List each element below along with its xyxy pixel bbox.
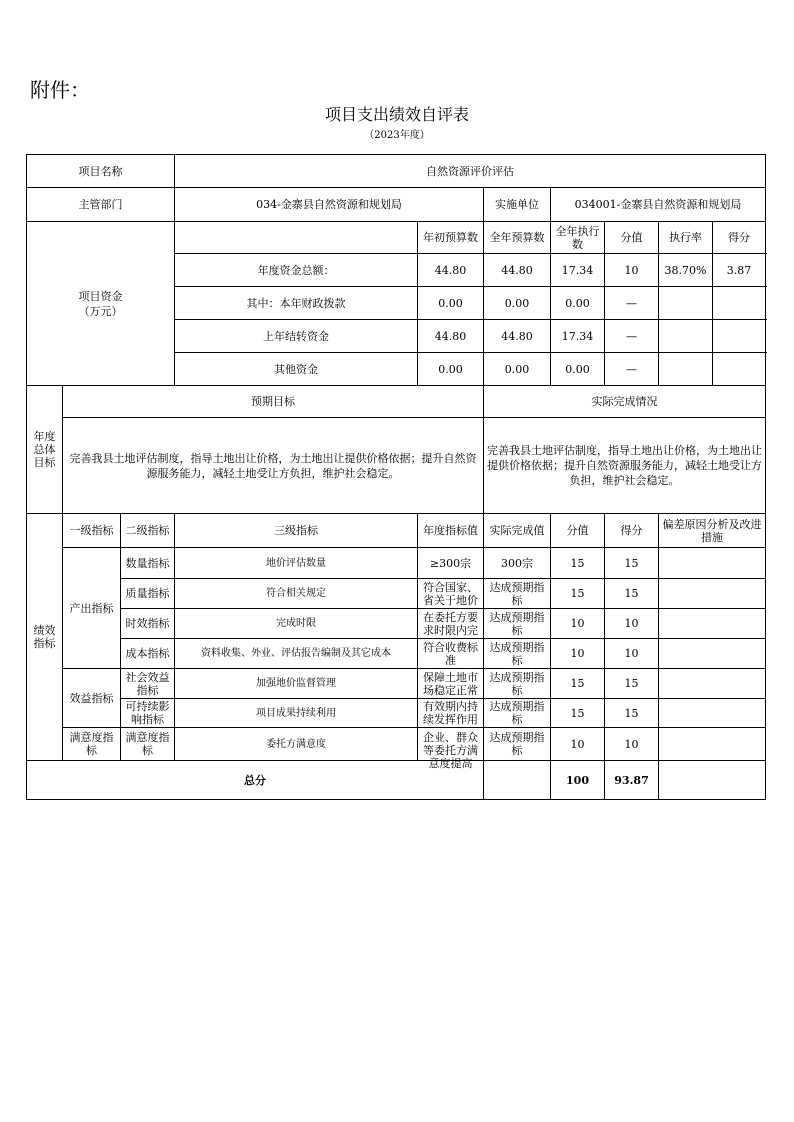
funds-executed: 17.34 — [551, 254, 605, 287]
perf-level2: 满意度指标 — [121, 728, 175, 761]
self-evaluation-table — [26, 154, 766, 800]
perf-level3: 项目成果持续利用 — [175, 699, 418, 728]
perf-level2: 时效指标 — [121, 609, 175, 639]
funds-col-header: 全年预算数 — [484, 222, 551, 254]
funds-initial: 44.80 — [418, 320, 484, 353]
funds-col-header: 分值 — [605, 222, 659, 254]
funds-col-header: 得分 — [713, 222, 766, 254]
perf-note — [659, 579, 766, 609]
perf-score-value: 15 — [551, 669, 605, 699]
perf-actual-text: 达成预期指标 — [489, 700, 545, 726]
perf-target-text: 符合国家、省关于地价 — [423, 580, 479, 607]
perf-note — [659, 669, 766, 699]
perf-target-text: 企业、群众等委托方满意度提高 — [423, 731, 479, 770]
perf-actual — [484, 609, 551, 639]
year-label: （2023年度） — [364, 130, 430, 141]
funds-executed: 0.00 — [551, 353, 605, 386]
perf-header-actual: 实际完成值 — [484, 514, 551, 548]
funds-rate: 38.70% — [659, 254, 713, 287]
funds-executed: 17.34 — [551, 320, 605, 353]
perf-level3: 委托方满意度 — [175, 728, 418, 761]
perf-actual-text: 达成预期指标 — [489, 580, 545, 607]
perf-header-target: 年度指标值 — [418, 514, 484, 548]
goals-actual-header: 实际完成情况 — [484, 386, 766, 418]
total-label: 总分 — [27, 761, 484, 800]
perf-score-value: 15 — [551, 699, 605, 728]
perf-score-value: 10 — [551, 639, 605, 669]
total-empty — [484, 761, 551, 800]
perf-level1-output: 产出指标 — [63, 548, 121, 669]
performance-row — [27, 669, 766, 699]
perf-score: 15 — [605, 669, 659, 699]
total-score: 93.87 — [605, 761, 659, 800]
perf-actual — [484, 639, 551, 669]
funds-row-name: 年度资金总额： — [175, 254, 418, 287]
performance-row — [27, 579, 766, 609]
project-name-label: 项目名称 — [27, 155, 175, 188]
perf-level2: 数量指标 — [121, 548, 175, 579]
performance-row — [27, 699, 766, 728]
perf-note — [659, 548, 766, 579]
perf-actual-text: 达成预期指标 — [489, 640, 545, 667]
perf-target — [418, 728, 484, 770]
perf-actual — [484, 669, 551, 699]
perf-header-note: 偏差原因分析及改进措施 — [659, 514, 766, 548]
funds-annual: 44.80 — [484, 320, 551, 353]
perf-target-text: ≥300宗 — [429, 556, 472, 570]
funds-col-header: 年初预算数 — [418, 222, 484, 254]
perf-score: 10 — [605, 639, 659, 669]
funds-annual: 0.00 — [484, 287, 551, 320]
goals-expected-header: 预期目标 — [63, 386, 484, 418]
perf-level2: 质量指标 — [121, 579, 175, 609]
funds-col-header: 执行率 — [659, 222, 713, 254]
perf-header-level1: 一级指标 — [63, 514, 121, 548]
perf-level3: 加强地价监督管理 — [175, 669, 418, 699]
perf-target — [418, 639, 484, 669]
perf-level2: 社会效益指标 — [121, 669, 175, 699]
total-score-value: 100 — [551, 761, 605, 800]
perf-actual-text: 达成预期指标 — [489, 610, 545, 637]
perf-actual-text: 达成预期指标 — [489, 670, 545, 697]
funds-header-row — [27, 222, 766, 254]
performance-row — [27, 548, 766, 579]
department-value: 034-金寨县自然资源和规划局 — [175, 188, 484, 222]
goals-header-row — [27, 386, 766, 418]
perf-level2: 成本指标 — [121, 639, 175, 669]
total-note — [659, 761, 766, 800]
funds-row-name: 其他资金 — [175, 353, 418, 386]
funds-annual: 44.80 — [484, 254, 551, 287]
funds-rate — [659, 353, 713, 386]
attachment-label: 附件： — [30, 78, 90, 102]
perf-target-text: 有效期内持续发挥作用 — [423, 700, 479, 726]
perf-score: 10 — [605, 728, 659, 761]
funds-row-name: 上年结转资金 — [175, 320, 418, 353]
department-label: 主管部门 — [27, 188, 175, 222]
perf-target-text: 在委托方要求时限内完 — [423, 610, 479, 637]
perf-level1-satisfaction: 满意度指标 — [63, 728, 121, 761]
perf-level3: 地价评估数量 — [175, 548, 418, 579]
funds-score — [713, 287, 766, 320]
perf-header-level2: 二级指标 — [121, 514, 175, 548]
performance-label: 绩效指标 — [27, 514, 63, 761]
page-title: 项目支出绩效自评表 — [324, 105, 469, 124]
total-row — [27, 761, 766, 800]
perf-level2: 可持续影响指标 — [121, 699, 175, 728]
perf-actual-text: 300宗 — [501, 556, 534, 570]
perf-score-value: 15 — [551, 548, 605, 579]
perf-score: 15 — [605, 699, 659, 728]
perf-target — [418, 699, 484, 728]
funds-rate — [659, 287, 713, 320]
funds-row-name: 其中：本年财政拨款 — [175, 287, 418, 320]
funds-col-header: 全年执行数 — [551, 222, 605, 254]
project-name-value: 自然资源评价评估 — [175, 155, 766, 188]
perf-actual — [484, 699, 551, 728]
goals-content-row — [27, 418, 766, 514]
perf-score: 15 — [605, 579, 659, 609]
perf-target-text: 保障土地市场稳定正常 — [423, 670, 479, 697]
perf-actual-text: 达成预期指标 — [489, 731, 545, 757]
funds-score-value: — — [605, 353, 659, 386]
project-name-row — [27, 155, 766, 188]
funds-score-value: — — [605, 320, 659, 353]
perf-note — [659, 609, 766, 639]
perf-target — [418, 579, 484, 609]
perf-target — [418, 669, 484, 699]
funds-name-header — [175, 222, 418, 254]
department-row — [27, 188, 766, 222]
perf-level3: 符合相关规定 — [175, 579, 418, 609]
perf-actual — [484, 728, 551, 761]
performance-header-row — [27, 514, 766, 548]
goals-actual-text: 完善我县土地评估制度，指导土地出让价格，为土地出让提供价格依据；提升自然资源服务能力，减轻土地受让方负担，维护社会稳定。 — [484, 418, 766, 514]
funds-initial: 0.00 — [418, 287, 484, 320]
funds-initial: 44.80 — [418, 254, 484, 287]
perf-score-value: 10 — [551, 609, 605, 639]
perf-level3: 资料收集、外业、评估报告编制及其它成本 — [175, 639, 418, 669]
performance-row — [27, 728, 766, 761]
perf-header-score-value: 分值 — [551, 514, 605, 548]
perf-target — [418, 609, 484, 639]
funds-score — [713, 320, 766, 353]
perf-score: 10 — [605, 609, 659, 639]
perf-note — [659, 728, 766, 761]
performance-row — [27, 639, 766, 669]
perf-header-level3: 三级指标 — [175, 514, 418, 548]
funds-label: 项目资金 （万元） — [27, 222, 175, 386]
perf-target — [418, 548, 484, 579]
perf-level3: 完成时限 — [175, 609, 418, 639]
unit-label: 实施单位 — [484, 188, 551, 222]
perf-actual — [484, 548, 551, 579]
perf-level1-benefit: 效益指标 — [63, 669, 121, 728]
funds-score-value: 10 — [605, 254, 659, 287]
perf-note — [659, 699, 766, 728]
goals-expected-text: 完善我县土地评估制度，指导土地出让价格，为土地出让提供价格依据；提升自然资源服务能力，减轻土地受让方负担，维护社会稳定。 — [63, 418, 484, 514]
goals-label: 年度总体目标 — [27, 386, 63, 514]
funds-score: 3.87 — [713, 254, 766, 287]
funds-score-value: — — [605, 287, 659, 320]
perf-score-value: 15 — [551, 579, 605, 609]
unit-value: 034001-金寨县自然资源和规划局 — [551, 188, 766, 222]
perf-actual — [484, 579, 551, 609]
funds-initial: 0.00 — [418, 353, 484, 386]
perf-score: 15 — [605, 548, 659, 579]
performance-row — [27, 609, 766, 639]
funds-annual: 0.00 — [484, 353, 551, 386]
perf-score-value: 10 — [551, 728, 605, 761]
perf-note — [659, 639, 766, 669]
perf-target-text: 符合收费标准 — [423, 640, 479, 667]
funds-executed: 0.00 — [551, 287, 605, 320]
funds-rate — [659, 320, 713, 353]
funds-score — [713, 353, 766, 386]
perf-header-score: 得分 — [605, 514, 659, 548]
